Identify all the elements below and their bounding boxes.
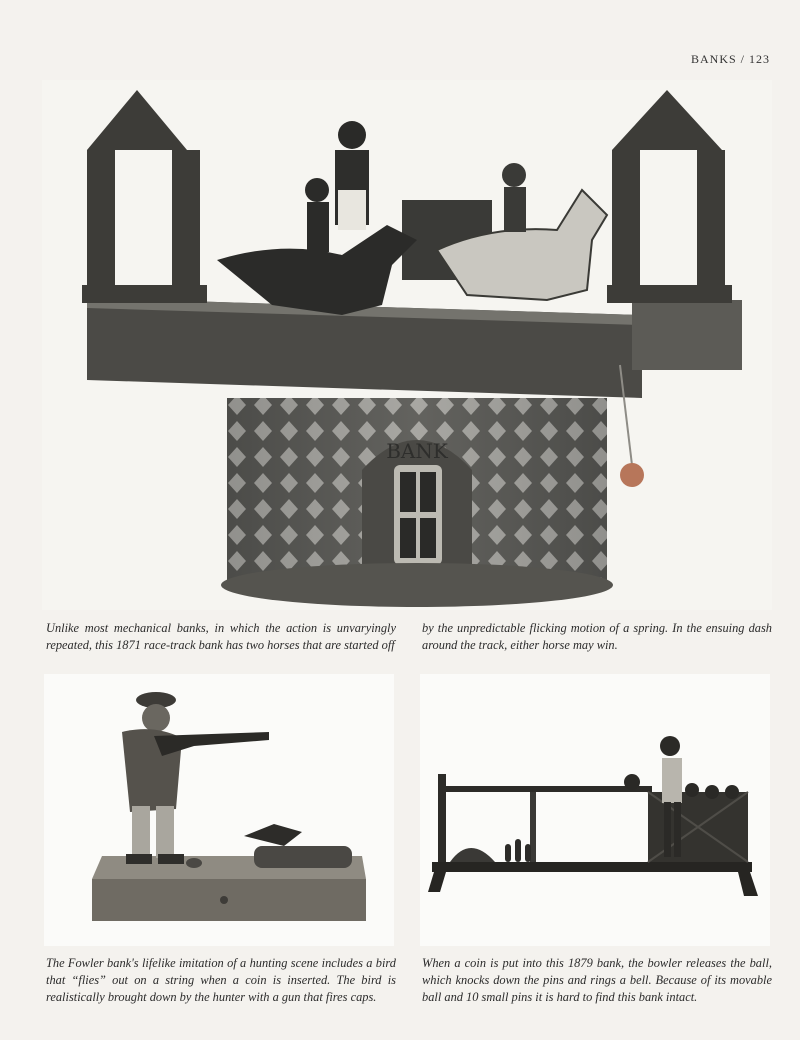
dark-horse — [217, 178, 417, 315]
rifle — [154, 732, 269, 756]
right-gate — [607, 90, 732, 303]
hunter — [122, 692, 184, 864]
fowler-bank-photo — [44, 674, 394, 946]
pull-ball — [620, 463, 644, 487]
caption-fowler: The Fowler bank's lifelike imitation of a hunting scene includes a bird that “flies” out on a string when a coin is inserted. The bird is realistically brought down by the hunter with a gun that fires caps. — [46, 956, 396, 1004]
bird — [244, 824, 302, 846]
running-head: BANKS / 123 — [690, 52, 770, 66]
racetrack-bank-photo — [42, 80, 772, 610]
left-gate — [82, 90, 207, 303]
bank-lettering: BANK — [386, 439, 448, 463]
center-figure — [335, 121, 369, 230]
caption-bowler: When a coin is put into this 1879 bank, the bowler releases the ball, which knocks down the pins and rings a bell. Because of its movable ball and 10 small pins it is hard to find this bank intact. — [422, 956, 772, 1004]
bowler-bank-photo — [420, 674, 770, 946]
caption-racetrack-right: by the unpredictable flicking motion of a spring. In the ensuing dash around the track, either horse may win. — [422, 621, 772, 652]
caption-racetrack-left: Unlike most mechanical banks, in which the action is unvaryingly repeated, this 1871 race-track bank has two horses that are started off — [46, 621, 396, 652]
pins — [505, 839, 531, 862]
